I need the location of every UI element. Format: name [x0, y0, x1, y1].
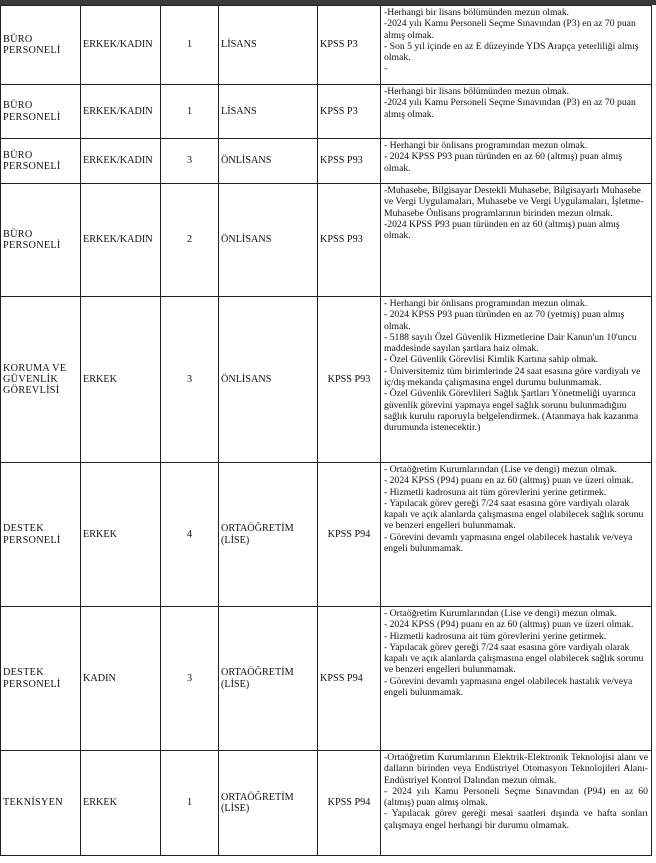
requirements-cell — [381, 607, 652, 751]
requirements-cell — [381, 751, 652, 856]
requirement-item: - Ortaöğretim Kurumlarından (Lise ve dengi) mezun olmak. — [384, 464, 617, 475]
education-cell: ÖNLİSANS — [219, 297, 318, 463]
requirement-item: - 2024 KPSS (P94) puanı en az 60 (altmış) puan ve üzeri olmak. — [384, 619, 634, 631]
requirement-item: - — [384, 63, 388, 75]
education-cell: LİSANS — [219, 85, 318, 139]
position-cell: KORUMA VE GÜVENLİK GÖREVLİSİ — [1, 297, 81, 463]
gender-cell: KADIN — [81, 607, 161, 751]
count-cell: 3 — [161, 139, 219, 184]
gender-cell: ERKEK — [81, 297, 161, 463]
position-cell: DESTEK PERSONELİ — [1, 463, 81, 607]
education-cell: ÖNLİSANS — [219, 139, 318, 184]
requirements-cell — [381, 6, 652, 85]
table-row — [1, 463, 652, 607]
requirements-cell — [381, 463, 652, 607]
requirement-item: -Muhasebe, Bilgisayar Destekli Muhasebe, Bilgisayarlı Muhasebe ve Vergi Uygulamaları, Muhasebe ve Vergi Uygulamaları, İşletme-Muhasebe Önlisans programlarının birinden mezun olmak. — [384, 185, 644, 219]
count-cell: 1 — [161, 751, 219, 856]
count-cell: 1 — [161, 6, 219, 85]
count-cell: 1 — [161, 85, 219, 139]
count-cell: 3 — [161, 607, 219, 751]
requirement-item: - 2024 yılı Kamu Personeli Seçme Sınavından (P94) en az 60 (altmış) puan almış olmak. — [384, 785, 648, 809]
table-row — [1, 6, 652, 85]
requirement-item: - Özel Güvenlik Görevlileri Sağlık Şartları Yönetmeliği uyarınca güvenlik görevini yapmaya engel sağlık sorunu bulunmadığını sağlık kurulu raporuyla belgelendirmek. (Atanmaya hak kazanma durumunda istenecektir.) — [384, 388, 639, 434]
exam-cell: KPSS P93 — [318, 297, 381, 463]
requirements-cell — [381, 297, 652, 463]
position-cell: DESTEK PERSONELİ — [1, 607, 81, 751]
gender-cell: ERKEK/KADIN — [81, 6, 161, 85]
requirement-item: - Görevini devamlı yapmasına engel olabilecek hastalık ve/veya engeli bulunmamak. — [384, 675, 633, 699]
exam-cell: KPSS P94 — [318, 463, 381, 607]
table-row — [1, 751, 652, 856]
requirements-cell — [381, 85, 652, 139]
requirement-item: -2024 KPSS P93 puan türünden en az 60 (altmış) puan almış olmak. — [384, 218, 620, 242]
count-cell: 2 — [161, 184, 219, 297]
requirement-item: - Yapılacak görev gereği mesai saatleri dışında ve hafta sonları çalışmaya engel herhangi bir durumu olmamak. — [384, 808, 648, 831]
table-row — [1, 607, 652, 751]
gender-cell: ERKEK/KADIN — [81, 85, 161, 139]
requirement-item: -Herhangi bir lisans bölümünden mezun olmak. — [384, 86, 570, 97]
table-row — [1, 297, 652, 463]
requirement-item: - Son 5 yıl içinde en az E düzeyinde YDS Arapça yeterliliği almış olmak. — [384, 40, 639, 64]
exam-cell: KPSS P93 — [318, 139, 381, 184]
gender-cell: ERKEK — [81, 463, 161, 607]
requirement-item: -Ortaöğretim Kurumlarının Elektrik-Elektronik Teknolojisi alanı ve dalların birinden veya Endüstriyel Otomasyon Teknolojileri Alanı- Endüstriyel Kontrol Dalından mezun olmak. — [384, 752, 648, 786]
requirement-item: - Hizmetli kadrosuna ait tüm görevlerini yerine getirmek. — [384, 486, 607, 498]
exam-cell: KPSS P94 — [318, 607, 381, 751]
position-cell: BÜRO PERSONELİ — [1, 6, 81, 85]
requirements-cell — [381, 184, 652, 297]
education-cell: ORTAÖĞRETİM (LİSE) — [219, 607, 318, 751]
education-cell: LİSANS — [219, 6, 318, 85]
requirement-item: -2024 yılı Kamu Personeli Seçme Sınavından (P3) en az 70 puan almış olmak. — [384, 97, 636, 120]
exam-cell: KPSS P3 — [318, 85, 381, 139]
exam-cell: KPSS P3 — [318, 6, 381, 85]
position-cell: BÜRO PERSONELİ — [1, 85, 81, 139]
count-cell: 4 — [161, 463, 219, 607]
requirement-item: - Yapılacak görev gereği 7/24 saat esasına göre vardiyalı olarak kapalı ve açık alanlarda çalışmasına engel olabilecek sağlık sorunu ve benzeri engelleri bulunmamak. — [384, 497, 644, 532]
position-cell: BÜRO PERSONELİ — [1, 184, 81, 297]
requirements-cell — [381, 139, 652, 184]
position-cell: TEKNİSYEN — [1, 751, 81, 856]
requirement-item: - Ortaöğretim Kurumlarından (Lise ve dengi) mezun olmak. — [384, 608, 617, 619]
exam-cell: KPSS P94 — [318, 751, 381, 856]
requirement-item: -2024 yılı Kamu Personeli Seçme Sınavından (P3) en az 70 puan almış olmak. — [384, 18, 636, 41]
requirement-item: - 2024 KPSS (P94) puanı en az 60 (altmış) puan ve üzeri olmak. — [384, 475, 634, 487]
education-cell: ÖNLİSANS — [219, 184, 318, 297]
requirement-item: -Herhangi bir lisans bölümünden mezun olmak. — [384, 7, 570, 18]
requirement-item: - 2024 KPSS P93 puan türünden en az 60 (altmış) puan almış olmak. — [384, 151, 623, 174]
requirement-item: - 2024 KPSS P93 puan türünden en az 70 (yetmiş) puan almış olmak. — [384, 309, 625, 332]
education-cell: ORTAÖĞRETİM (LİSE) — [219, 751, 318, 856]
requirement-item: - Herhangi bir önlisans programından mezun olmak. — [384, 298, 588, 309]
gender-cell: ERKEK/KADIN — [81, 184, 161, 297]
count-cell: 3 — [161, 297, 219, 463]
education-cell: ORTAÖĞRETİM (LİSE) — [219, 463, 318, 607]
table-row — [1, 139, 652, 184]
requirement-item: - Herhangi bir önlisans programından mezun olmak. — [384, 140, 588, 151]
requirement-item: - 5188 sayılı Özel Güvenlik Hizmetlerine Dair Kanun'un 10'uncu maddesinde sayılan şartlara haiz olmak. — [384, 331, 637, 355]
positions-table — [0, 5, 652, 856]
requirement-item: - Görevini devamlı yapmasına engel olabilecek hastalık ve/veya engeli bulunmamak. — [384, 531, 633, 555]
requirement-item: - Üniversitemiz tüm birimlerinde 24 saat esasına göre vardiyalı ve iç/dış mekanda çalışmasına engel durumu bulunmamak. — [384, 365, 641, 389]
table-row — [1, 85, 652, 139]
exam-cell: KPSS P93 — [318, 184, 381, 297]
requirement-item: - Özel Güvenlik Görevlisi Kimlik Kartına sahip olmak. — [384, 354, 599, 366]
table-row — [1, 184, 652, 297]
gender-cell: ERKEK — [81, 751, 161, 856]
requirement-item: - Hizmetli kadrosuna ait tüm görevlerini yerine getirmek. — [384, 630, 607, 642]
gender-cell: ERKEK/KADIN — [81, 139, 161, 184]
position-cell: BÜRO PERSONELİ — [1, 139, 81, 184]
requirement-item: - Yapılacak görev gereği 7/24 saat esasına göre vardiyalı olarak kapalı ve açık alanlarda çalışmasına engel olabilecek sağlık sorunu ve benzeri engelleri bulunmamak. — [384, 641, 644, 676]
